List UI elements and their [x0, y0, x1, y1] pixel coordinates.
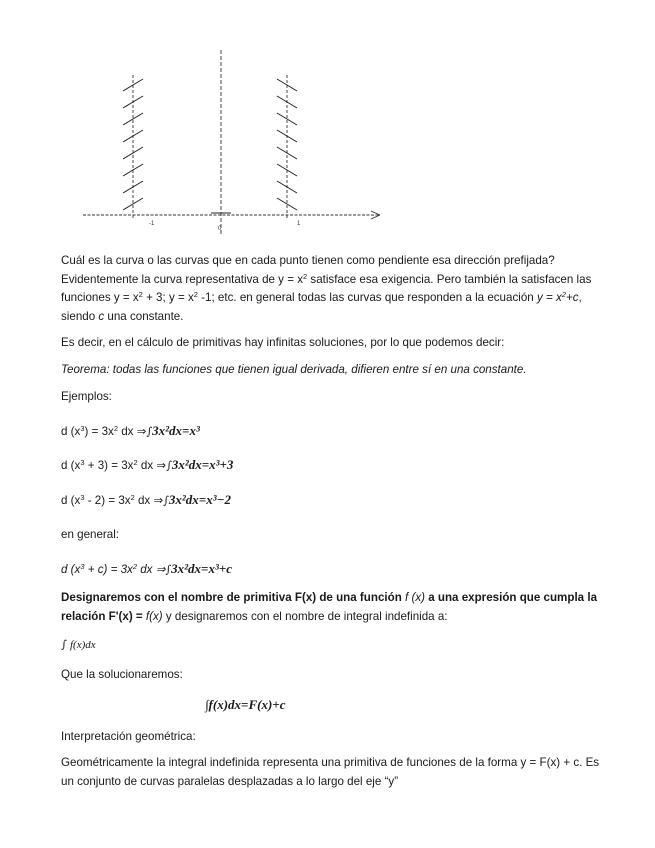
geometric-heading: Interpretación geométrica:	[61, 730, 196, 743]
tick-label-right: 1	[297, 221, 301, 227]
theorem-label: Teorema	[61, 363, 107, 376]
example-row: d $(x^3 - 2) = 3x^2$ dx ⇒∫3x²dx=x³−2	[61, 492, 231, 507]
solve-label: Que la solucionaremos:	[61, 668, 183, 681]
example-rhs: 3x²dx=x³−2	[168, 492, 231, 507]
integral-sign: ∫	[163, 494, 169, 507]
implies-arrow: ⇒	[136, 425, 147, 438]
integral-sign: ∫	[166, 459, 172, 472]
integral-sign: ∫	[146, 425, 153, 438]
infinite-solutions-paragraph: Es decir, en el cálculo de primitivas hay infinitas soluciones, por lo que podemos decir:	[61, 336, 505, 349]
example-rhs: 3x²dx=x³+3	[171, 457, 234, 472]
origin-label: 0	[218, 226, 222, 232]
intro-paragraph: Cuál es la curva o las curvas que en cada punto tienen como pendiente esa dirección prefijada? Evidentemente la curva representativa de $y = x^2$ satisface esa exigencia. Pero también la satisfacen las funciones $y = x^2 + 3$; $y = x^2$ -1; etc. en general todas las curvas que responden a la ecuación $y = x^2+c$, siendo c una constante.	[61, 254, 592, 323]
general-label: en general:	[61, 528, 120, 541]
example-row: d $(x^3) = 3x^2$ dx ⇒∫3x²dx=x³	[61, 423, 200, 438]
general-example-rhs: 3x²dx=x³+c	[171, 561, 233, 576]
theorem-statement: Teorema: todas las funciones que tienen igual derivada, difieren entre sí en una constante.	[61, 363, 527, 376]
implies-arrow: ⇒	[156, 459, 167, 472]
geometric-paragraph: Geométricamente la integral indefinida representa una primitiva de funciones de la forma y = F(x) + c. Es un conjunto de curvas paralelas desplazadas a lo largo del eje “y”	[61, 756, 600, 788]
examples-heading: Ejemplos:	[61, 390, 112, 403]
integral-sign: ∫	[61, 638, 67, 651]
example-row: d $(x^3 + 3) = 3x^2$ dx ⇒∫3x²dx=x³+3	[61, 457, 234, 472]
x-axis-arrow	[371, 215, 380, 219]
indefinite-integral-expression: ∫ f(x)dx	[61, 638, 96, 651]
solution-expression: ∫f(x)dx=F(x)+c	[205, 697, 286, 712]
x-axis-arrow	[371, 211, 380, 215]
tick-label-left: -1	[149, 221, 155, 227]
example-rhs: 3x²dx=x³	[152, 423, 200, 438]
integral-sign: ∫	[165, 563, 172, 576]
implies-arrow: ⇒	[153, 494, 164, 507]
implies-arrow: ⇒	[155, 563, 166, 576]
definition-paragraph: Designaremos con el nombre de primitiva F(x) de una función f (x) a una expresión que cumpla la relación F'(x) = f(x) y designaremos con el nombre de integral indefinida a:	[61, 591, 598, 623]
general-example-row: d $(x^3 + c) = 3x^2$ dx ⇒∫3x²dx=x³+c	[61, 561, 233, 576]
slope-field-figure	[75, 45, 390, 245]
